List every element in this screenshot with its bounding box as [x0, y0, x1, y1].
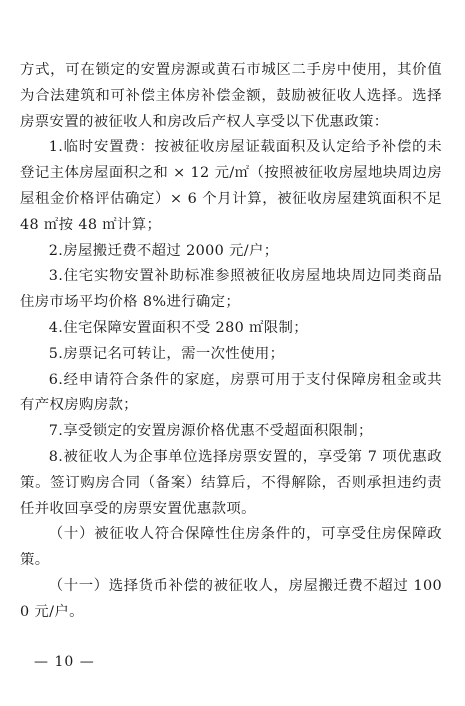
paragraph-item-6: 6.经申请符合条件的家庭，房票可用于支付保障房租金或共有产权房购房款；: [20, 371, 442, 414]
paragraph-item-4: 4.住宅保障安置面积不受 280 ㎡限制；: [48, 319, 308, 336]
paragraph-item-8: 8.被征收人为企事单位选择房票安置的，享受第 7 项优惠政策。签订购房合同（备案）结算后，不得解除，否则承担违约责任并收回享受的房票安置优惠款项。: [20, 448, 442, 517]
body-text: [20, 58, 442, 626]
paragraph-item-5: 5.房票记名可转让，需一次性使用；: [48, 345, 285, 362]
paragraph-intro: 方式，可在锁定的安置房源或黄石市城区二手房中使用，其价值为合法建筑和可补偿主体房补偿金额，鼓励被征收人选择。选择房票安置的被征收人和房改后产权人享受以下优惠政策：: [20, 62, 442, 130]
paragraph-section-10: （十）被征收人符合保障性住房条件的，可享受住房保障政策。: [20, 526, 442, 569]
paragraph-item-1: 1.临时安置费：按被征收房屋证载面积及认定给予补偿的未登记主体房屋面积之和 × 12 元/㎡（按照被征收房屋地块周边房屋租金价格评估确定）× 6 个月计算，被征收房屋建筑面积不足 48 ㎡按 48 ㎡计算；: [20, 139, 442, 233]
paragraph-item-2: 2.房屋搬迁费不超过 2000 元/户；: [48, 242, 279, 259]
paragraph-section-11: （十一）选择货币补偿的被征收人，房屋搬迁费不超过 1000 元/户。: [20, 577, 442, 620]
paragraph-item-3: 3.住宅实物安置补助标准参照被征收房屋地块周边同类商品住房市场平均价格 8%进行确定；: [20, 268, 442, 311]
page-number: — 10 —: [34, 654, 95, 670]
paragraph-item-7: 7.享受锁定的安置房源价格优惠不受超面积限制；: [48, 423, 373, 440]
